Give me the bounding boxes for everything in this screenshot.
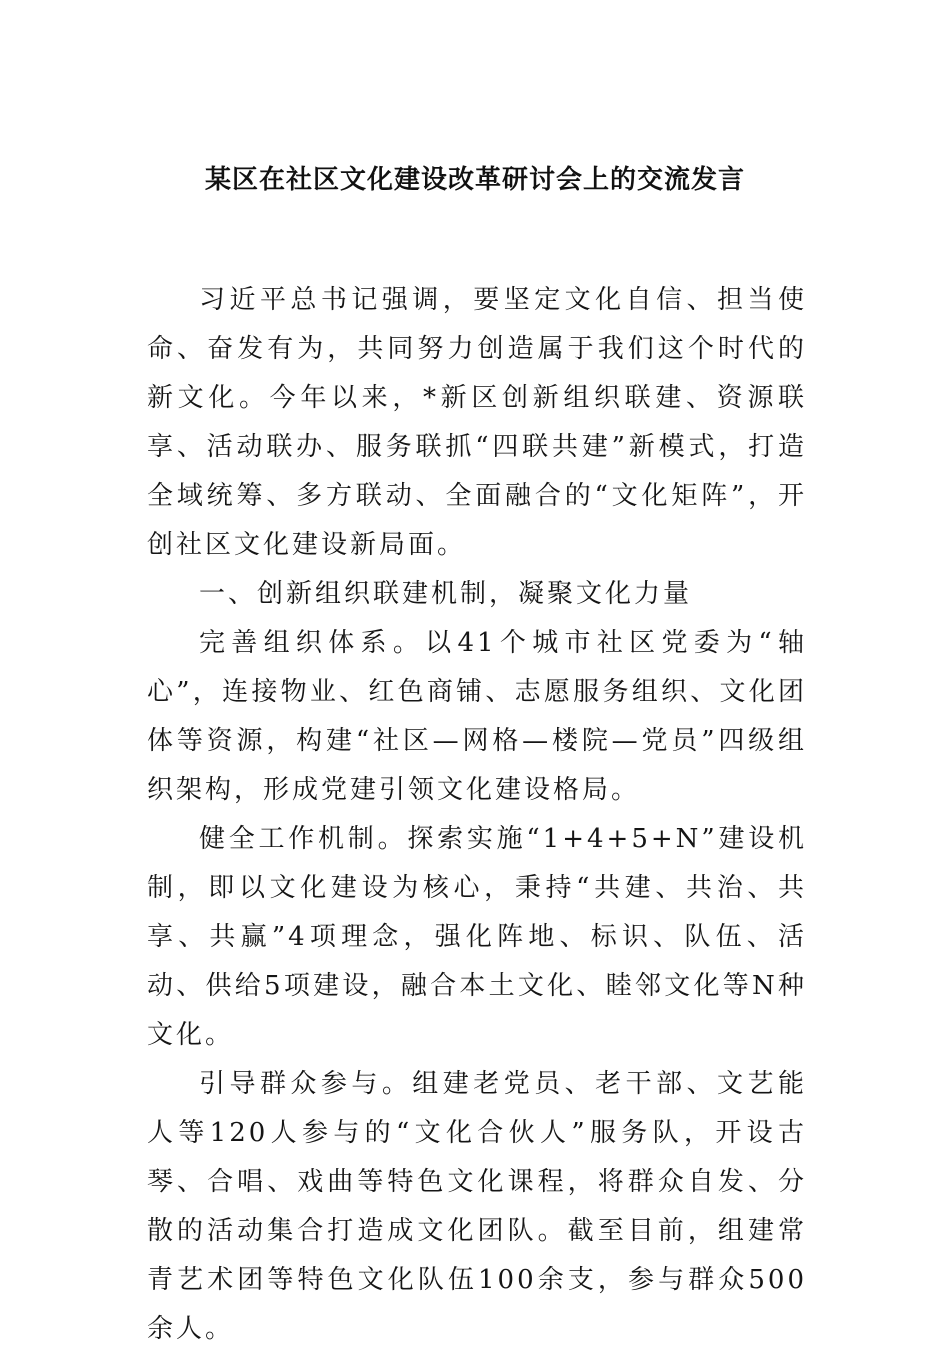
document-body — [147, 276, 807, 1354]
paragraph-organization-system: 完善组织体系。以41个城市社区党委为“轴心”，连接物业、红色商铺、志愿服务组织、文化团体等资源，构建“社区—网格—楼院—党员”四级组织架构，形成党建引领文化建设格局。 — [147, 628, 807, 805]
paragraph-public-participation: 引导群众参与。组建老党员、老干部、文艺能人等120人参与的“文化合伙人”服务队，开设古琴、合唱、戏曲等特色文化课程，将群众自发、分散的活动集合打造成文化团队。截至目前，组建常青艺术团等特色文化队伍100余支，参与群众500余人。 — [147, 1069, 807, 1344]
paragraph-work-mechanism: 健全工作机制。探索实施“1+4+5+N”建设机制，即以文化建设为核心，秉持“共建、共治、共享、共赢”4项理念，强化阵地、标识、队伍、活动、供给5项建设，融合本土文化、睦邻文化等N种文化。 — [147, 824, 807, 1050]
document-title: 某区在社区文化建设改革研讨会上的交流发言 — [204, 165, 745, 195]
section-heading: 一、创新组织联建机制，凝聚文化力量 — [199, 579, 693, 609]
intro-paragraph: 习近平总书记强调，要坚定文化自信、担当使命、奋发有为，共同努力创造属于我们这个时代的新文化。今年以来，*新区创新组织联建、资源联享、活动联办、服务联抓“四联共建”新模式，打造全域统筹、多方联动、全面融合的“文化矩阵”，开创社区文化建设新局面。 — [147, 285, 807, 560]
